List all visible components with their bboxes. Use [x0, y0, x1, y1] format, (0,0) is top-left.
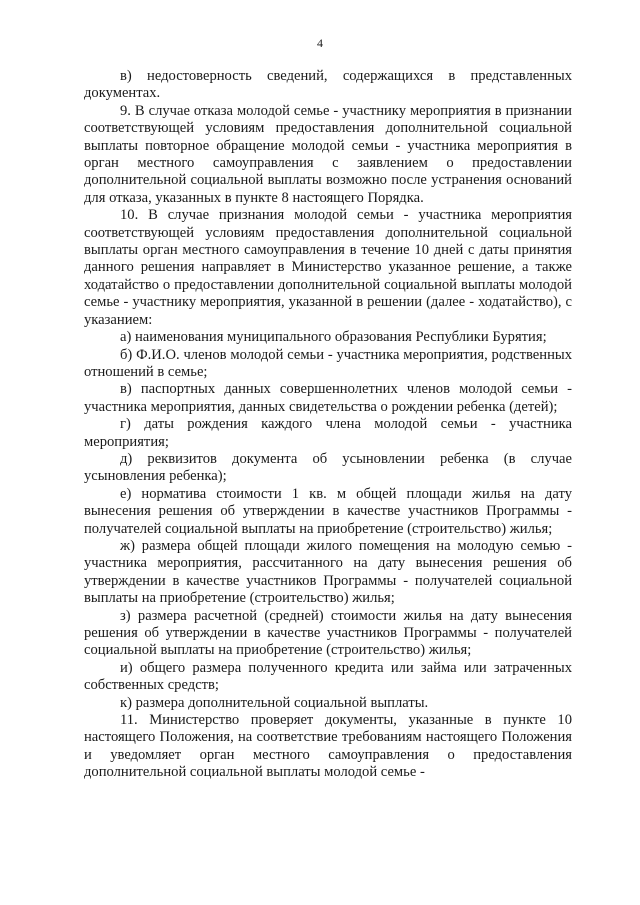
- list-item-e: е) норматива стоимости 1 кв. м общей площади жилья на дату вынесения решения об утверждении в качестве участников Программы - получателей социальной выплаты на приобретение (строительство) жилья;: [84, 485, 572, 537]
- list-item-z: з) размера расчетной (средней) стоимости жилья на дату вынесения решения об утверждении в качестве участников Программы - получателей социальной выплаты на приобретение (строительство) жилья;: [84, 607, 572, 659]
- paragraph-10: 10. В случае признания молодой семьи - участника мероприятия соответствующей условиям предоставления дополнительной социальной выплаты орган местного самоуправления в течение 10 дней с даты принятия данного решения направляет в Министерство указанное решение, а также ходатайство о предоставлении дополнительной социальной выплаты молодой семье - участнику мероприятия, указанной в решении (далее - ходатайство), с указанием:: [84, 207, 572, 328]
- paragraph-11: 11. Министерство проверяет документы, указанные в пункте 10 настоящего Положения, на соответствие требованиям настоящего Положения и уведомляет орган местного самоуправления о предоставления дополнительной социальной выплаты молодой семье -: [84, 712, 572, 781]
- document-body: [84, 68, 572, 782]
- list-item-zh: ж) размера общей площади жилого помещения на молодую семью - участника мероприятия, рассчитанного на дату вынесения решения об утверждении в качестве участников Программы - получателей социальной выплаты на приобретение (строительство) жилья;: [84, 537, 572, 607]
- list-item-k: к) размера дополнительной социальной выплаты.: [120, 694, 429, 711]
- list-item-i: и) общего размера полученного кредита или займа или затраченных собственных средств;: [84, 659, 572, 694]
- list-item-d: д) реквизитов документа об усыновлении ребенка (в случае усыновления ребенка);: [84, 450, 572, 485]
- paragraph-9: 9. В случае отказа молодой семье - участнику мероприятия в признании соответствующей условиям предоставления дополнительной социальной выплаты повторное обращение молодой семьи - участника мероприятия в орган местного самоуправления с заявлением о предоставлении дополнительной социальной выплаты возможно после устранения оснований для отказа, указанных в пункте 8 настоящего Порядка.: [84, 102, 572, 206]
- list-item-a: а) наименования муниципального образования Республики Бурятия;: [120, 329, 547, 346]
- list-item-v: в) паспортных данных совершеннолетних членов молодой семьи - участника мероприятия, данных свидетельства о рождении ребенка (детей);: [84, 381, 572, 415]
- list-item-g: г) даты рождения каждого члена молодой семьи - участника мероприятия;: [84, 416, 572, 450]
- paragraph-8v: в) недостоверность сведений, содержащихся в представленных документах.: [84, 68, 572, 102]
- page-number: 4: [317, 36, 323, 50]
- list-item-b: б) Ф.И.О. членов молодой семьи - участника мероприятия, родственных отношений в семье;: [84, 346, 572, 380]
